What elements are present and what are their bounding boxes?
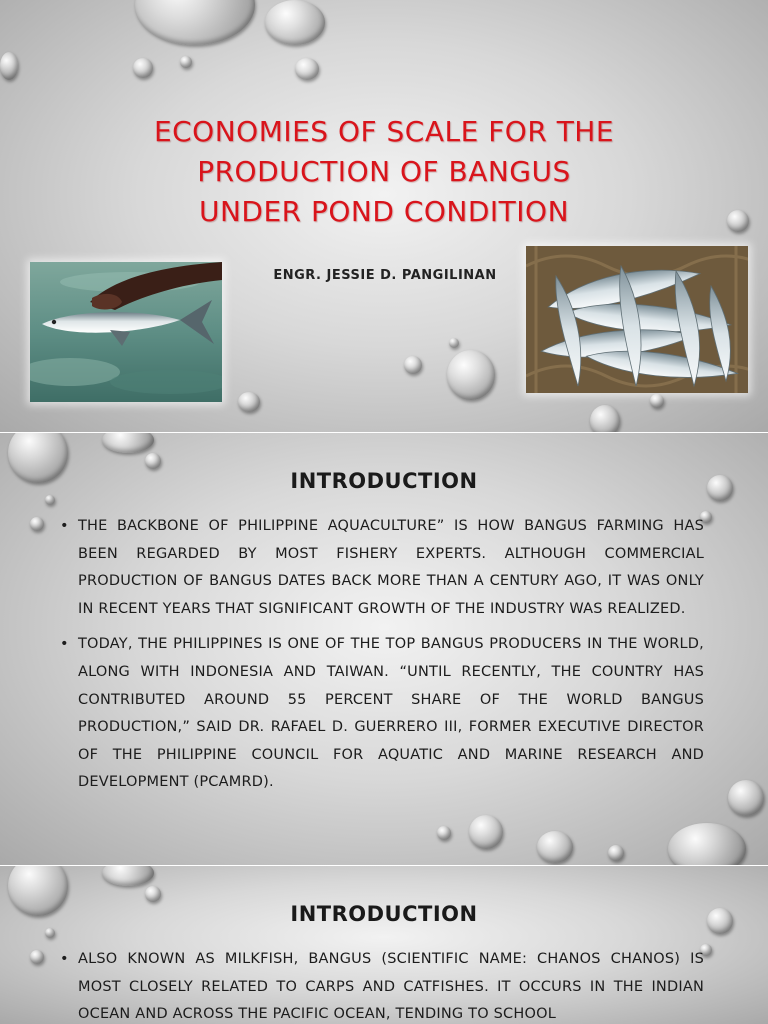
water-droplet [135,0,255,45]
bullet-item: • THE BACKBONE OF PHILIPPINE AQUACULTURE” IS HOW BANGUS FARMING HAS BEEN REGARDED BY MOST FISHERY EXPERTS. ALTHOUGH COMMERCIAL PRODUCTION OF BANGUS DATES BACK MORE THAN A CENTURY AGO, IT WAS ONLY IN RECENT YEARS THAT SIGNIFICANT GROWTH OF THE INDUSTRY WAS REALIZED. [60,513,704,623]
bullet-list [60,513,704,805]
water-droplet [30,517,44,531]
milkfish-basket-photo [526,246,748,393]
water-droplet [728,780,764,816]
title-line: ECONOMIES OF SCALE FOR THE [153,115,615,148]
title-line: UNDER POND CONDITION [198,195,570,228]
bullet-item: • ALSO KNOWN AS MILKFISH, BANGUS (SCIENTIFIC NAME: CHANOS CHANOS) IS MOST CLOSELY RELATED TO CARPS AND CATFISHES. IT OCCURS IN THE INDIAN OCEAN AND ACROSS THE PACIFIC OCEAN, TENDING TO SCHOOL [60,946,704,1024]
water-droplet [102,866,154,886]
water-droplet [537,831,573,863]
water-droplet [608,845,624,861]
title-slide [0,0,768,432]
milkfish-in-water-photo [30,262,222,402]
water-droplet [437,826,451,840]
water-droplet [30,950,44,964]
water-droplet [469,815,503,849]
introduction-slide-2 [0,866,768,1024]
water-droplet [45,928,55,938]
water-droplet [727,210,749,232]
water-droplet [449,338,459,348]
water-droplet [133,58,153,78]
water-droplet [650,394,664,408]
water-droplet [45,495,55,505]
slide-heading: INTRODUCTION [290,469,478,493]
water-droplet [590,405,620,432]
water-droplet [447,350,495,400]
water-droplet [668,823,746,865]
milkfish-pile-illustration [526,246,748,393]
water-droplet [102,433,154,453]
water-droplet [238,392,260,412]
water-droplet [265,0,325,45]
title-line: PRODUCTION OF BANGUS [197,155,571,188]
introduction-slide [0,433,768,865]
water-droplet [404,356,422,374]
milkfish-illustration [30,262,222,402]
slide-title [60,112,708,232]
author-name: ENGR. JESSIE D. PANGILINAN [273,268,497,283]
slide-heading: INTRODUCTION [290,902,478,926]
water-droplet [145,886,161,902]
bullet-list [60,946,704,1024]
water-droplet [0,52,18,80]
water-droplet [295,58,319,80]
bullet-item: • TODAY, THE PHILIPPINES IS ONE OF THE TOP BANGUS PRODUCERS IN THE WORLD, ALONG WITH INDONESIA AND TAIWAN. “UNTIL RECENTLY, THE COUNTRY HAS CONTRIBUTED AROUND 55 PERCENT SHARE OF THE WORLD BANGUS PRODUCTION,” SAID DR. RAFAEL D. GUERRERO III, FORMER EXECUTIVE DIRECTOR OF THE PHILIPPINE COUNCIL FOR AQUATIC AND MARINE RESEARCH AND DEVELOPMENT (PCAMRD). [60,631,704,797]
water-droplet [180,56,192,68]
water-droplet [145,453,161,469]
